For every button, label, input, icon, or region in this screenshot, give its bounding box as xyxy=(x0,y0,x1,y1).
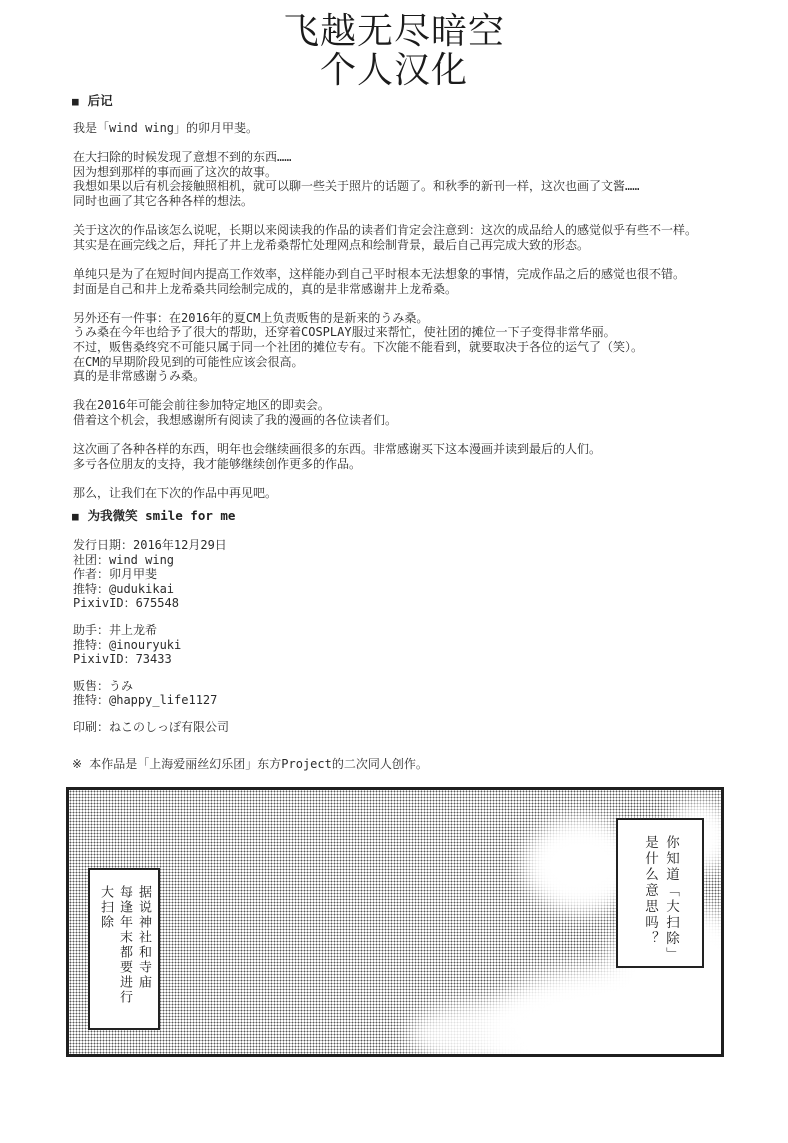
caption-box xyxy=(88,868,160,1030)
text-line: PixivID：675548 xyxy=(73,596,179,611)
vertical-text-column: 大扫除 xyxy=(98,885,113,930)
manga-panel xyxy=(66,787,724,1057)
text-line: うみ桑在今年也给予了很大的帮助，还穿着COSPLAY服过来帮忙，使社团的摊位一下子变得非常华丽。 xyxy=(73,325,616,340)
text-line: 助手：井上龙希 xyxy=(73,622,158,637)
title-line-1: 飞越无尽暗空 xyxy=(282,11,505,52)
text-line: 我是「wind wing」的卯月甲斐。 xyxy=(73,121,259,135)
paragraph xyxy=(73,679,229,708)
paragraph xyxy=(73,442,697,471)
vertical-text-column: 据说神社和寺庙 xyxy=(136,885,151,990)
text-line: 封面是自己和井上龙希桑共同绘制完成的，真的是非常感谢井上龙希桑。 xyxy=(73,281,458,296)
credits-heading-label: 为我微笑 smile for me xyxy=(87,508,236,523)
text-line: 不过，贩售桑终究不可能只属于同一个社团的摊位专有。下次能不能看到，就要取决于各位的运气了（笑）。 xyxy=(73,339,644,354)
paragraph xyxy=(73,223,697,252)
credits-heading xyxy=(72,506,235,524)
text-line: 关于这次的作品该怎么说呢，长期以来阅读我的作品的读者们肯定会注意到：这次的成品给人的感觉似乎有些不一样。 xyxy=(73,223,698,238)
paragraph xyxy=(73,486,697,501)
paragraph xyxy=(73,538,229,611)
text-line: 单纯只是为了在短时间内提高工作效率，这样能办到自己平时根本无法想象的事情，完成作品之后的感觉也很不错。 xyxy=(73,266,686,281)
afterword-heading-label: 后记 xyxy=(87,93,113,108)
derivative-work-note: ※ 本作品是「上海爱丽丝幻乐团」东方Project的二次同人创作。 xyxy=(72,757,428,771)
paragraph xyxy=(73,267,697,296)
text-line: 在CM的早期阶段见到的可能性应该会很高。 xyxy=(73,354,304,369)
paragraph xyxy=(73,623,229,667)
text-line: 印刷：ねこのしっぽ有限公司 xyxy=(73,719,230,734)
page-title xyxy=(0,12,788,90)
text-line: 贩售：うみ xyxy=(73,678,134,693)
text-line: 我在2016年可能会前往参加特定地区的即卖会。 xyxy=(73,398,330,413)
vertical-text-column: 你知道「大扫除」 xyxy=(663,835,679,963)
text-line: 多亏各位朋友的支持，我才能够继续创作更多的作品。 xyxy=(73,456,362,471)
text-line: 另外还有一件事：在2016年的夏CM上负责贩售的是新来的うみ桑。 xyxy=(73,310,429,325)
text-line: 真的是非常感谢うみ桑。 xyxy=(73,369,206,384)
text-line: 其实是在画完线之后，拜托了井上龙希桑帮忙处理网点和绘制背景，最后自己再完成大致的形态。 xyxy=(73,237,590,252)
speech-bubble xyxy=(616,818,704,968)
text-line: 发行日期：2016年12月29日 xyxy=(73,538,227,552)
text-line: 这次画了各种各样的东西，明年也会继续画很多的东西。非常感谢买下这本漫画并读到最后的人们。 xyxy=(73,442,602,457)
text-line: 推特：@happy_life1127 xyxy=(73,693,218,708)
afterword-heading xyxy=(72,91,113,109)
text-line: 因为想到那样的事而画了这次的故事。 xyxy=(73,164,278,179)
text-line: 推特：@udukikai xyxy=(73,581,175,596)
text-line: 我想如果以后有机会接触照相机，就可以聊一些关于照片的话题了。和秋季的新刊一样，这次也画了文酱…… xyxy=(73,179,640,194)
text-line: 作者：卯月甲斐 xyxy=(73,567,158,582)
text-line: 那么，让我们在下次的作品中再见吧。 xyxy=(73,485,278,500)
paragraph xyxy=(73,720,229,735)
text-line: 在大扫除的时候发现了意想不到的东西…… xyxy=(73,150,292,165)
text-line: PixivID：73433 xyxy=(73,652,172,667)
afterword-body xyxy=(73,121,697,515)
vertical-text-column: 是什么意思吗？ xyxy=(642,835,658,947)
vertical-text-column: 每逢年末都要进行 xyxy=(117,885,132,1005)
paragraph xyxy=(73,311,697,384)
title-line-2: 个人汉化 xyxy=(319,50,468,91)
text-line: 社团：wind wing xyxy=(73,552,175,567)
square-bullet-icon: ■ xyxy=(72,95,79,108)
credits-body xyxy=(73,538,229,747)
text-line: 借着这个机会，我想感谢所有阅读了我的漫画的各位读者们。 xyxy=(73,412,398,427)
text-line: 推特：@inouryuki xyxy=(73,637,182,652)
text-line: 同时也画了其它各种各样的想法。 xyxy=(73,193,254,208)
paragraph xyxy=(73,398,697,427)
square-bullet-icon: ■ xyxy=(72,510,79,523)
paragraph xyxy=(73,121,697,136)
paragraph xyxy=(73,150,697,208)
